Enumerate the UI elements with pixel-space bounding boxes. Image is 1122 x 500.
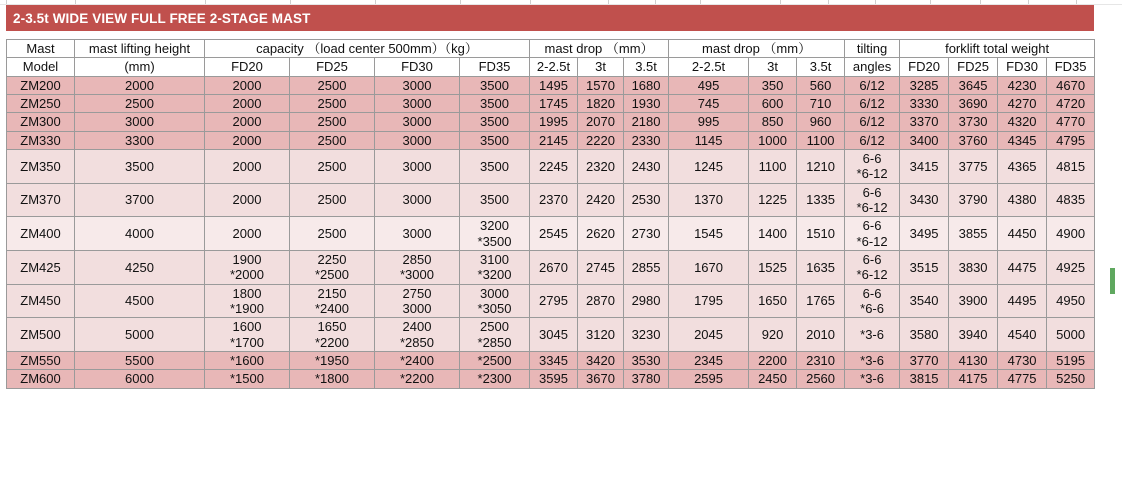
cell-mast-model: ZM600 — [7, 370, 75, 388]
cell-capacity-4: 3500 — [460, 131, 530, 149]
cell-capacity-2: 2500 — [290, 76, 375, 94]
cell-mast-drop1-1: 2145 — [530, 131, 578, 149]
header-lifting-height: mast lifting height — [75, 40, 205, 58]
cell-total-weight-4: 4670 — [1047, 76, 1095, 94]
cell-lifting-height: 4250 — [75, 250, 205, 284]
cell-capacity-4: 3000 *3050 — [460, 284, 530, 318]
table-row — [7, 183, 1095, 217]
cell-capacity-2: 2150 *2400 — [290, 284, 375, 318]
cell-mast-drop2-3: 1335 — [797, 183, 845, 217]
header-drop1-col1: 2-2.5t — [530, 58, 578, 76]
header-weight-fd20: FD20 — [900, 58, 949, 76]
header-row-2 — [7, 58, 1095, 76]
cell-mast-drop1-2: 2220 — [578, 131, 624, 149]
cell-capacity-3: 3000 — [375, 217, 460, 251]
cell-capacity-2: *1950 — [290, 351, 375, 369]
header-weight-fd30: FD30 — [998, 58, 1047, 76]
specification-table — [6, 39, 1095, 389]
cell-lifting-height: 5000 — [75, 318, 205, 352]
cell-mast-drop1-1: 2670 — [530, 250, 578, 284]
cell-mast-model: ZM200 — [7, 76, 75, 94]
cell-capacity-1: 1800 *1900 — [205, 284, 290, 318]
cell-total-weight-4: 4795 — [1047, 131, 1095, 149]
table-header — [7, 40, 1095, 77]
cell-tilting-angle: 6-6 *6-12 — [845, 149, 900, 183]
cell-capacity-4: 3100 *3200 — [460, 250, 530, 284]
cell-mast-drop1-2: 2320 — [578, 149, 624, 183]
cell-tilting-angle: 6/12 — [845, 76, 900, 94]
cell-capacity-4: 3500 — [460, 113, 530, 131]
cell-mast-drop1-2: 2870 — [578, 284, 624, 318]
cell-lifting-height: 3500 — [75, 149, 205, 183]
cell-capacity-3: 3000 — [375, 113, 460, 131]
cell-mast-drop1-2: 2420 — [578, 183, 624, 217]
cell-mast-drop1-1: 2795 — [530, 284, 578, 318]
cell-mast-model: ZM550 — [7, 351, 75, 369]
cell-tilting-angle: 6/12 — [845, 94, 900, 112]
table-row — [7, 113, 1095, 131]
cell-capacity-2: 1650 *2200 — [290, 318, 375, 352]
cell-capacity-1: 2000 — [205, 149, 290, 183]
cell-total-weight-2: 3760 — [949, 131, 998, 149]
cell-total-weight-3: 4475 — [998, 250, 1047, 284]
cell-total-weight-2: 3830 — [949, 250, 998, 284]
cell-mast-drop2-2: 600 — [749, 94, 797, 112]
header-mast-drop-2: mast drop （mm） — [669, 40, 845, 58]
cell-capacity-3: 3000 — [375, 94, 460, 112]
cell-mast-drop2-1: 1370 — [669, 183, 749, 217]
cell-capacity-1: 1600 *1700 — [205, 318, 290, 352]
cell-mast-model: ZM450 — [7, 284, 75, 318]
cell-mast-drop2-1: 1795 — [669, 284, 749, 318]
cell-mast-drop2-2: 1650 — [749, 284, 797, 318]
cell-total-weight-3: 4380 — [998, 183, 1047, 217]
cell-capacity-3: 2850 *3000 — [375, 250, 460, 284]
cell-total-weight-1: 3580 — [900, 318, 949, 352]
cell-lifting-height: 2000 — [75, 76, 205, 94]
cell-mast-drop1-3: 3530 — [624, 351, 669, 369]
cell-total-weight-3: 4270 — [998, 94, 1047, 112]
cell-capacity-4: *2500 — [460, 351, 530, 369]
cell-capacity-4: 2500 *2850 — [460, 318, 530, 352]
cell-mast-drop2-2: 2200 — [749, 351, 797, 369]
table-row — [7, 318, 1095, 352]
header-mast-model-bottom: Model — [7, 58, 75, 76]
cell-capacity-3: *2200 — [375, 370, 460, 388]
cell-tilting-angle: 6-6 *6-12 — [845, 217, 900, 251]
cell-lifting-height: 6000 — [75, 370, 205, 388]
cell-mast-drop1-1: 1495 — [530, 76, 578, 94]
cell-capacity-3: 3000 — [375, 183, 460, 217]
cell-mast-drop2-1: 1145 — [669, 131, 749, 149]
cell-mast-drop2-1: 2345 — [669, 351, 749, 369]
cell-mast-model: ZM330 — [7, 131, 75, 149]
cell-capacity-3: 2400 *2850 — [375, 318, 460, 352]
cell-total-weight-3: 4365 — [998, 149, 1047, 183]
cell-total-weight-2: 3900 — [949, 284, 998, 318]
cell-mast-drop1-2: 3420 — [578, 351, 624, 369]
cell-total-weight-2: 3690 — [949, 94, 998, 112]
cell-mast-drop1-3: 2330 — [624, 131, 669, 149]
cell-mast-drop1-3: 2530 — [624, 183, 669, 217]
cell-capacity-2: 2500 — [290, 113, 375, 131]
cell-total-weight-2: 3730 — [949, 113, 998, 131]
cell-capacity-2: 2250 *2500 — [290, 250, 375, 284]
cell-mast-drop2-2: 1525 — [749, 250, 797, 284]
cell-mast-drop1-2: 3120 — [578, 318, 624, 352]
cell-mast-drop1-3: 2430 — [624, 149, 669, 183]
cell-lifting-height: 3000 — [75, 113, 205, 131]
cell-mast-model: ZM500 — [7, 318, 75, 352]
cell-total-weight-4: 4950 — [1047, 284, 1095, 318]
cell-capacity-2: 2500 — [290, 149, 375, 183]
cell-mast-drop1-2: 2070 — [578, 113, 624, 131]
cell-mast-model: ZM300 — [7, 113, 75, 131]
cell-capacity-1: 2000 — [205, 113, 290, 131]
header-tilting: tilting — [845, 40, 900, 58]
cell-capacity-1: 2000 — [205, 94, 290, 112]
cell-capacity-4: 3200 *3500 — [460, 217, 530, 251]
cell-mast-model: ZM370 — [7, 183, 75, 217]
cell-capacity-4: 3500 — [460, 76, 530, 94]
cell-mast-model: ZM400 — [7, 217, 75, 251]
header-capacity: capacity （load center 500mm）（kg） — [205, 40, 530, 58]
cell-tilting-angle: 6/12 — [845, 113, 900, 131]
cell-mast-drop1-2: 3670 — [578, 370, 624, 388]
table-row — [7, 149, 1095, 183]
cell-mast-drop1-3: 1680 — [624, 76, 669, 94]
header-row-1 — [7, 40, 1095, 58]
cell-total-weight-2: 3775 — [949, 149, 998, 183]
cell-total-weight-4: 5195 — [1047, 351, 1095, 369]
cell-mast-drop2-2: 2450 — [749, 370, 797, 388]
cell-mast-drop2-3: 710 — [797, 94, 845, 112]
cell-lifting-height: 3300 — [75, 131, 205, 149]
cell-total-weight-1: 3415 — [900, 149, 949, 183]
cell-mast-drop1-3: 2855 — [624, 250, 669, 284]
cell-total-weight-3: 4230 — [998, 76, 1047, 94]
cell-capacity-3: 2750 3000 — [375, 284, 460, 318]
cell-capacity-1: 2000 — [205, 183, 290, 217]
cell-total-weight-1: 3400 — [900, 131, 949, 149]
cell-total-weight-1: 3330 — [900, 94, 949, 112]
cell-capacity-4: *2300 — [460, 370, 530, 388]
cell-mast-drop2-3: 1100 — [797, 131, 845, 149]
cell-capacity-2: 2500 — [290, 217, 375, 251]
cell-total-weight-3: 4345 — [998, 131, 1047, 149]
cell-mast-drop1-3: 3780 — [624, 370, 669, 388]
cell-mast-drop2-3: 1510 — [797, 217, 845, 251]
cell-mast-drop2-3: 1210 — [797, 149, 845, 183]
cell-capacity-1: 2000 — [205, 76, 290, 94]
header-drop2-col3: 3.5t — [797, 58, 845, 76]
cell-mast-model: ZM350 — [7, 149, 75, 183]
header-cap-fd20: FD20 — [205, 58, 290, 76]
cell-total-weight-4: 4815 — [1047, 149, 1095, 183]
cell-mast-drop2-1: 2595 — [669, 370, 749, 388]
table-row — [7, 351, 1095, 369]
cell-mast-drop1-3: 1930 — [624, 94, 669, 112]
header-cap-fd35: FD35 — [460, 58, 530, 76]
cell-total-weight-4: 4770 — [1047, 113, 1095, 131]
cell-total-weight-1: 3430 — [900, 183, 949, 217]
table-row — [7, 250, 1095, 284]
cell-mast-drop2-1: 995 — [669, 113, 749, 131]
cell-total-weight-2: 3790 — [949, 183, 998, 217]
cell-mast-drop1-1: 3595 — [530, 370, 578, 388]
header-cap-fd30: FD30 — [375, 58, 460, 76]
cell-tilting-angle: 6-6 *6-12 — [845, 250, 900, 284]
header-drop2-col2: 3t — [749, 58, 797, 76]
cell-capacity-2: 2500 — [290, 183, 375, 217]
cell-total-weight-4: 4925 — [1047, 250, 1095, 284]
table-body — [7, 76, 1095, 388]
cell-mast-drop1-1: 1995 — [530, 113, 578, 131]
cell-capacity-1: 2000 — [205, 217, 290, 251]
table-row — [7, 284, 1095, 318]
cell-lifting-height: 5500 — [75, 351, 205, 369]
cell-mast-drop1-2: 2745 — [578, 250, 624, 284]
cell-capacity-3: 3000 — [375, 149, 460, 183]
cell-total-weight-4: 4900 — [1047, 217, 1095, 251]
cell-capacity-3: 3000 — [375, 76, 460, 94]
cell-mast-drop2-1: 2045 — [669, 318, 749, 352]
cell-total-weight-4: 4720 — [1047, 94, 1095, 112]
cell-mast-drop2-2: 350 — [749, 76, 797, 94]
header-tilting-angles: angles — [845, 58, 900, 76]
cell-total-weight-2: 3940 — [949, 318, 998, 352]
cell-total-weight-1: 3540 — [900, 284, 949, 318]
cell-tilting-angle: 6-6 *6-6 — [845, 284, 900, 318]
header-total-weight: forklift total weight — [900, 40, 1095, 58]
cell-mast-drop2-1: 495 — [669, 76, 749, 94]
cell-total-weight-2: 4175 — [949, 370, 998, 388]
cell-mast-drop2-2: 920 — [749, 318, 797, 352]
cell-mast-drop1-3: 3230 — [624, 318, 669, 352]
cell-mast-drop1-2: 1820 — [578, 94, 624, 112]
cell-total-weight-3: 4320 — [998, 113, 1047, 131]
cell-tilting-angle: *3-6 — [845, 318, 900, 352]
cell-total-weight-1: 3515 — [900, 250, 949, 284]
table-row — [7, 131, 1095, 149]
cell-mast-drop1-2: 2620 — [578, 217, 624, 251]
cell-total-weight-3: 4540 — [998, 318, 1047, 352]
cell-capacity-3: *2400 — [375, 351, 460, 369]
cell-mast-drop2-1: 745 — [669, 94, 749, 112]
cell-capacity-4: 3500 — [460, 183, 530, 217]
header-weight-fd35: FD35 — [1047, 58, 1095, 76]
cell-capacity-1: *1600 — [205, 351, 290, 369]
cell-mast-drop1-1: 2545 — [530, 217, 578, 251]
cell-total-weight-1: 3815 — [900, 370, 949, 388]
cell-mast-drop2-3: 2560 — [797, 370, 845, 388]
cell-total-weight-1: 3370 — [900, 113, 949, 131]
cell-mast-drop1-1: 2245 — [530, 149, 578, 183]
header-lifting-height-unit: (mm) — [75, 58, 205, 76]
cell-mast-drop2-1: 1545 — [669, 217, 749, 251]
cell-mast-drop2-2: 1100 — [749, 149, 797, 183]
cell-lifting-height: 4000 — [75, 217, 205, 251]
cell-capacity-4: 3500 — [460, 149, 530, 183]
cell-lifting-height: 3700 — [75, 183, 205, 217]
cell-total-weight-1: 3770 — [900, 351, 949, 369]
cell-capacity-1: 1900 *2000 — [205, 250, 290, 284]
cell-mast-drop2-1: 1245 — [669, 149, 749, 183]
cell-total-weight-4: 4835 — [1047, 183, 1095, 217]
cell-mast-drop1-3: 2180 — [624, 113, 669, 131]
cell-mast-drop2-2: 1225 — [749, 183, 797, 217]
header-mast-model-top: Mast — [7, 40, 75, 58]
cell-total-weight-3: 4730 — [998, 351, 1047, 369]
cell-mast-drop1-3: 2730 — [624, 217, 669, 251]
cell-total-weight-2: 3855 — [949, 217, 998, 251]
cell-mast-drop2-3: 960 — [797, 113, 845, 131]
cell-mast-model: ZM250 — [7, 94, 75, 112]
header-cap-fd25: FD25 — [290, 58, 375, 76]
cell-tilting-angle: 6-6 *6-12 — [845, 183, 900, 217]
cell-mast-drop2-3: 1765 — [797, 284, 845, 318]
cell-capacity-1: 2000 — [205, 131, 290, 149]
cell-mast-drop2-1: 1670 — [669, 250, 749, 284]
table-row — [7, 76, 1095, 94]
sheet-title: 2-3.5t WIDE VIEW FULL FREE 2-STAGE MAST — [6, 5, 1094, 31]
cell-mast-drop1-2: 1570 — [578, 76, 624, 94]
cell-capacity-2: 2500 — [290, 94, 375, 112]
cell-total-weight-1: 3285 — [900, 76, 949, 94]
cell-tilting-angle: *3-6 — [845, 370, 900, 388]
cell-total-weight-3: 4495 — [998, 284, 1047, 318]
cell-total-weight-1: 3495 — [900, 217, 949, 251]
cell-mast-drop2-2: 1000 — [749, 131, 797, 149]
cell-mast-drop2-3: 2310 — [797, 351, 845, 369]
header-drop1-col3: 3.5t — [624, 58, 669, 76]
cell-capacity-4: 3500 — [460, 94, 530, 112]
cell-mast-drop1-1: 2370 — [530, 183, 578, 217]
header-mast-drop-1: mast drop （mm） — [530, 40, 669, 58]
cell-mast-drop2-3: 560 — [797, 76, 845, 94]
cell-lifting-height: 2500 — [75, 94, 205, 112]
table-row — [7, 217, 1095, 251]
row-marker — [1110, 268, 1115, 294]
header-drop1-col2: 3t — [578, 58, 624, 76]
cell-total-weight-3: 4450 — [998, 217, 1047, 251]
cell-mast-model: ZM425 — [7, 250, 75, 284]
cell-mast-drop1-1: 3045 — [530, 318, 578, 352]
cell-mast-drop1-1: 1745 — [530, 94, 578, 112]
cell-total-weight-2: 3645 — [949, 76, 998, 94]
table-row — [7, 370, 1095, 388]
cell-capacity-3: 3000 — [375, 131, 460, 149]
cell-mast-drop2-2: 850 — [749, 113, 797, 131]
cell-mast-drop1-1: 3345 — [530, 351, 578, 369]
cell-total-weight-2: 4130 — [949, 351, 998, 369]
cell-total-weight-4: 5250 — [1047, 370, 1095, 388]
header-weight-fd25: FD25 — [949, 58, 998, 76]
cell-capacity-2: 2500 — [290, 131, 375, 149]
cell-lifting-height: 4500 — [75, 284, 205, 318]
cell-capacity-2: *1800 — [290, 370, 375, 388]
table-row — [7, 94, 1095, 112]
cell-tilting-angle: 6/12 — [845, 131, 900, 149]
header-drop2-col1: 2-2.5t — [669, 58, 749, 76]
cell-tilting-angle: *3-6 — [845, 351, 900, 369]
cell-capacity-1: *1500 — [205, 370, 290, 388]
cell-mast-drop2-2: 1400 — [749, 217, 797, 251]
cell-total-weight-4: 5000 — [1047, 318, 1095, 352]
cell-total-weight-3: 4775 — [998, 370, 1047, 388]
cell-mast-drop2-3: 2010 — [797, 318, 845, 352]
cell-mast-drop1-3: 2980 — [624, 284, 669, 318]
cell-mast-drop2-3: 1635 — [797, 250, 845, 284]
